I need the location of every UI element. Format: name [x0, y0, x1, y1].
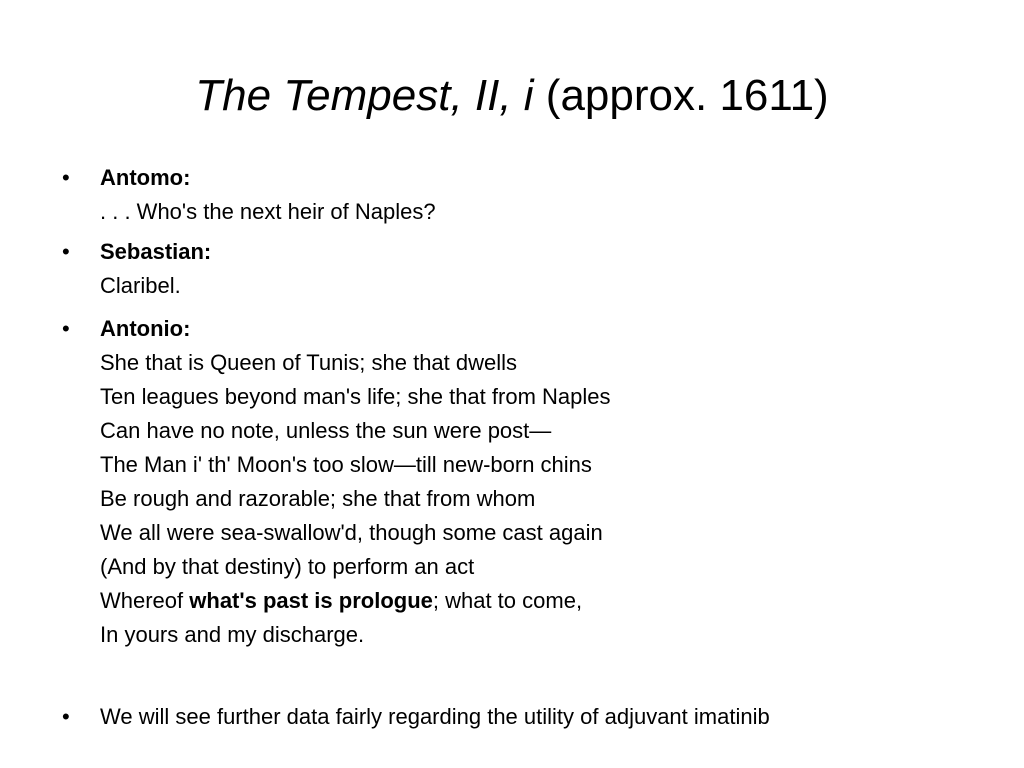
- speaker-label: Sebastian:: [100, 239, 212, 264]
- verse-line: (And by that destiny) to perform an act: [100, 554, 475, 579]
- bullet-text: We will see further data fairly regarding the utility of adjuvant imatinib: [100, 704, 770, 729]
- verse-line: Claribel.: [100, 273, 181, 298]
- verse-line: We all were sea-swallow'd, though some cast again: [100, 520, 603, 545]
- bullet-body: [100, 312, 960, 652]
- verse-line: Can have no note, unless the sun were post—: [100, 418, 552, 443]
- verse-line: The Man i' th' Moon's too slow—till new-born chins: [100, 452, 592, 477]
- speaker-label: Antonio:: [100, 316, 191, 341]
- verse-line: In yours and my discharge.: [100, 622, 365, 647]
- verse-line: . . . Who's the next heir of Naples?: [100, 199, 436, 224]
- bullet-body: [100, 235, 960, 303]
- bullet-dot: •: [62, 165, 70, 190]
- bullet-dot: •: [62, 316, 70, 341]
- title-rest: (approx. 1611): [533, 71, 829, 120]
- verse-line: She that is Queen of Tunis; she that dwells: [100, 350, 518, 375]
- whereof-pre: Whereof: [100, 588, 190, 613]
- verse-line: Be rough and razorable; she that from whom: [100, 486, 536, 511]
- bullet-body: [100, 700, 960, 734]
- whereof-bold: what's past is prologue: [189, 588, 433, 613]
- title-italic: The Tempest, II, i: [195, 71, 534, 120]
- bullet-dot: •: [62, 239, 70, 264]
- verse-line: Ten leagues beyond man's life; she that from Naples: [100, 384, 611, 409]
- bullet-dot: •: [62, 704, 70, 729]
- slide-title: [0, 68, 1024, 124]
- bullet-body: [100, 161, 960, 229]
- verse-line-whereof: [100, 584, 960, 618]
- speaker-label: Antomo:: [100, 165, 191, 190]
- whereof-post: ; what to come,: [432, 588, 583, 613]
